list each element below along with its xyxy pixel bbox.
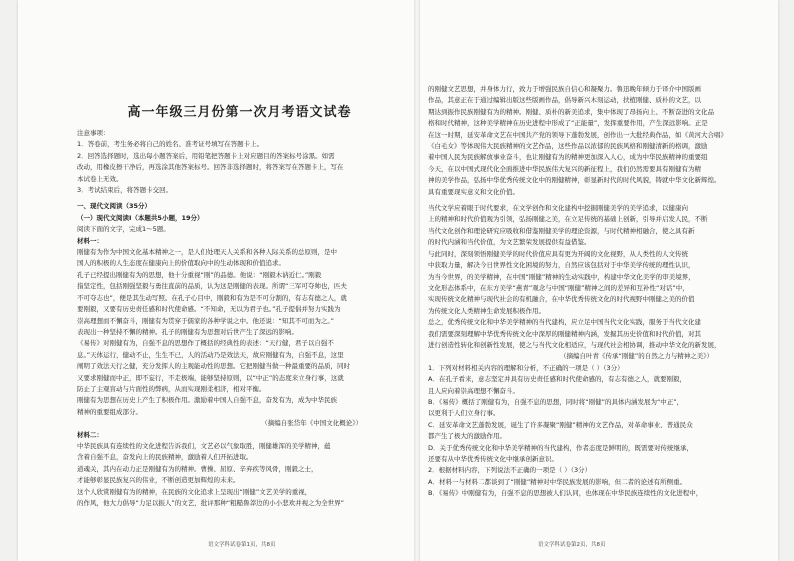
left-page-footer: 语文学科试卷第1页，共8页	[208, 542, 276, 548]
text-line: （摘编自叶青《传承“刚健”的自然之力与精神之美》）	[560, 352, 713, 361]
text-line: 阅读下面的文字，完成1～5题。	[77, 225, 170, 234]
text-line: 崇高理想而不懈奋斗，刚健有为贯穿于儒家的各种学说之中。他还说：“知其不可而为之。”	[77, 316, 334, 325]
text-line: 这个人欣赏刚健有为的精神，在民族的文化追求上呈现出“刚健”文艺美学的重视，	[77, 487, 312, 496]
text-line: 一、现代文阅读（35分）	[77, 202, 152, 211]
text-line: 《易传》对刚健有为，自强不息的思想作了概括的经典性的表述：“天行健，君子以自强不	[77, 339, 334, 348]
text-line: 为当今世界，的美学精神，在中国“刚健”精神的生动实践中，构建中华文化美学的审美境界，	[428, 272, 695, 281]
text-line: 1．下列对材料相关内容的理解和分析，不正确的一项是（ ）（3分）	[428, 363, 624, 372]
text-line: 2．根据材料内容，下列说法不正确的一项是（ ）（3分）	[428, 466, 592, 475]
text-line: D．关于优秀传统文化和中华美学精神的当代建构，作者态度是鲜明的，既需要对传统继承，	[428, 443, 694, 452]
text-line: 都产生了极大的激励作用。	[428, 432, 506, 441]
text-line: 总之，优秀传统文化和中华美学精神的当代建构，应立足中国当代文化实践，服务于当代文化建	[428, 318, 701, 327]
text-line: 改动，用橡皮擦干净后，再选涂其他答案标号。回答非选择题时，将答案写在答题卡上，写在	[77, 163, 344, 172]
text-line: 本试卷上无效。	[77, 174, 123, 183]
text-line: 息。”天体运行，健动不止，生生不已，人的活动乃是效法天，故应刚健有为，自强不息，这里	[77, 350, 344, 359]
text-line: 国人的积极的人生态度在健康向上的价值取向中的生动体现和价值追求。	[77, 259, 285, 268]
text-line: 我们需要深刻理解中华优秀传统文化中深厚的刚健精神内涵，发掘其历史价值和时代价值，对其	[428, 329, 701, 338]
text-line: 上的精神和时代价值观为引领，弘扬刚健之美，在立足传统的基础上创新，引导并启发人民，不断	[428, 215, 708, 224]
text-line: 的刚健文艺思想，并身体力行，致力于增强民族自信心和凝聚力。鲁迅晚年倾力于译介中国版画	[428, 85, 701, 93]
text-line: 当代文化创作和理论研究应吸收和借鉴刚健美学的理论资源，与时代精神相融合，使之具有新	[428, 226, 695, 235]
text-line: 2．回答选择题时，选出每小题答案后，用铅笔把答题卡上对应题目的答案标号涂黑。如需	[77, 151, 335, 160]
right-page	[428, 84, 753, 500]
text-line: 的时代内涵和当代价值，为文艺繁荣发展提供有益借鉴。	[428, 238, 591, 247]
text-line: 文化形态体系中，在东方美学“燕青”观念与中国“刚健”精神之间的差异和互补性“对话”中，	[428, 283, 689, 292]
text-line: 着中国人民为民族解放事业奋斗，也让刚健有为的精神更加深入人心，成为中华民族精神的重要组	[428, 153, 708, 162]
text-line: 中获取力量，解决今日世界性文化困境的努力，自然应该包括对于中华美学传统的理性认识，	[428, 261, 695, 270]
text-line: 中华民族具有连续性的文化进程告诉我们，文艺必以气象取胜，刚健雄浑的美学精神，蕴	[77, 441, 331, 450]
text-line: A．在孔子看来，意志坚定并具有历史责任感和时代使命感的，有志有德之人，就要刚毅，	[428, 375, 686, 384]
text-line: 防止了主观盲动与片面性的弊病，从而实现刚柔相济，相对平衡。	[77, 384, 266, 393]
left-page-text	[77, 128, 402, 509]
text-line: 又要求刚健而中正，即不妄行，不走极端，能够坚持原则，以“中正”的态度来立身行事，这就	[77, 373, 344, 382]
text-line: 以更利于人们立身行事。	[428, 409, 500, 418]
text-line: 格和时代精神，这种美学精神在历史进程中形成了“正能量”，发挥重要作用，产生深远影响。正是	[428, 119, 708, 128]
text-line: 材料一：	[77, 236, 103, 245]
page-fold	[414, 0, 420, 561]
text-line: 的作风，他大力倡导“力足以振人”的文艺，批评那种“粗糙鲁莽边的小小悲欢并视之为全世界”	[77, 499, 344, 507]
text-line: 且人应向着崇高理想不懈奋斗。	[428, 386, 519, 395]
text-line: 才能够彰显民族复兴的伟业，不断创造更加辉煌的未来。	[77, 476, 240, 485]
text-line: 孔子已经提出刚健有为的思想，他十分重视“刚”的品德。他说：“刚毅木讷近仁。”刚毅	[77, 270, 322, 279]
text-line: 在这一时期，延安革命文艺在中国共产党的领导下蓬勃发展，创作出一大批经典作品，如《黄河大合唱》	[428, 130, 727, 139]
text-line: 刚健有为作为中国文化基本精神之一，是人们处理天人关系和各种人际关系的总原则，是中	[77, 248, 337, 257]
text-line: 还要有从中华优秀传统文化中继承创新意识。	[428, 455, 558, 463]
text-line: 实现传统文化精神与现代社会的有机融合，在中华优秀传统文化的时代视野中刚健之美的价值	[428, 295, 695, 304]
text-line: 精神的重要组成部分。	[77, 407, 142, 416]
text-line: 具有重要现实意义和文化价值。	[428, 187, 519, 196]
text-line: 1．答卷前，考生务必将自己的姓名、准考证号填写在答题卡上。	[77, 140, 264, 149]
text-line: 刚健有为思想在历史上产生了积极作用。激励着中国人自强不息，奋发有为，成为中华民族	[77, 396, 337, 405]
text-line: （一）现代文阅读Ⅰ（本题共5小题，19分）	[77, 213, 204, 222]
text-line: （摘编自张岱年《中国文化概论》）	[261, 419, 362, 428]
text-line: 要刚毅，又要有历史责任感和时代使命感。“不知命，无以为君子也。”孔子提倡并努力实践为	[77, 305, 341, 314]
text-line: 与此同时，深刻领悟刚健美学的时代价值应具有更为开阔的文化视野，从人类性的人文传统	[428, 249, 688, 258]
text-line: 3．考试结束后，将答题卡交回。	[77, 186, 173, 195]
text-line: B．《易传》中刚健有为，自强不息的思想被人们认同，也体现在中华民族连续性的文化进程中，	[428, 489, 703, 498]
text-line: 不可夺志也”，便是其生动写照。在孔子心目中，刚毅和有为是不可分割的，有志有德之人，就	[77, 293, 347, 302]
text-line: C．延安革命文艺蓬勃发展，诞生了许多凝聚“刚健”精神的文艺作品，对革命事业、普通民众	[428, 420, 693, 429]
text-line: 为传统文化人类精神生命发展积极作用。	[428, 306, 545, 315]
text-line: 进行创造性转化和创新性发展，使之与当代文化相适应，与现代社会相协调，推动中华文化的新发展，	[428, 340, 721, 349]
text-line: 今天，在以中国式现代化全面推进中华民族伟大复兴的新征程上，我们仍然需要具有刚健有为精	[428, 164, 701, 173]
text-line: A．材料一与材料二都谈到了“刚健”精神对中华民族发展的影响，但二者的论述有所侧重。	[428, 477, 687, 486]
text-line: 指坚定性，包括刚强坚毅与勇往直前的品质，认为这是刚健的表现。所谓“三军可夺帅也，匹夫	[77, 282, 347, 291]
left-page	[77, 76, 402, 509]
text-line: 表现出一种坚持不懈的精神。孔子的刚健有为思想对后世产生了深远的影响。	[77, 327, 298, 336]
text-line: 《白毛女》等体现伟大民族精神的文艺作品，这些作品以浓郁的民族风格和刚健清新的格调，激励	[428, 142, 708, 151]
text-line: 阐明了效法天行之健，充分发挥人的主观能动性的思想。它把刚健当做一种最重要的品质，同时	[77, 362, 350, 371]
text-line: 含着自强不息，奋发向上的民族精神，激励着人们开拓进取。	[77, 453, 253, 462]
text-line: 期达到振作民族刚健有为的精神。刚健、质朴的新美追求，集中体现了昂扬向上、不断奋进的文化品	[428, 107, 714, 116]
right-page-footer: 语文学科试卷第2页，共8页	[538, 542, 606, 548]
exam-title: 高一年级三月份第一次月考语文试卷	[127, 105, 352, 120]
right-page-text	[428, 84, 753, 500]
exam-sheet	[18, 0, 778, 561]
text-line: B．《易传》概括了刚健有为，自强不息的思想，同时将“刚健”的具体内涵发展为“中正”，	[428, 397, 684, 406]
text-line: 神的美学作品，弘扬中华优秀传统文化中的刚健精神，彰显新时代的时代风貌，铸就中华文化新辉煌。	[428, 176, 721, 185]
text-line: 材料二：	[77, 430, 103, 439]
text-line: 道魂关，其内在动力正是刚健有为的精神。曹操、屈原、辛弃疾等风骨，刚毅之士，	[77, 464, 318, 473]
text-line: 作品，其意正在于通过编辑出版这些版画作品，倡导新兴木刻运动，扶植刚健、质朴的文艺，以	[428, 96, 701, 105]
text-line: 注意事项：	[77, 129, 110, 137]
text-line: 当代文学应着眼于时代要求，在文学创作和文化建构中挖掘刚健美学的美学追求，以健康向	[428, 204, 688, 213]
